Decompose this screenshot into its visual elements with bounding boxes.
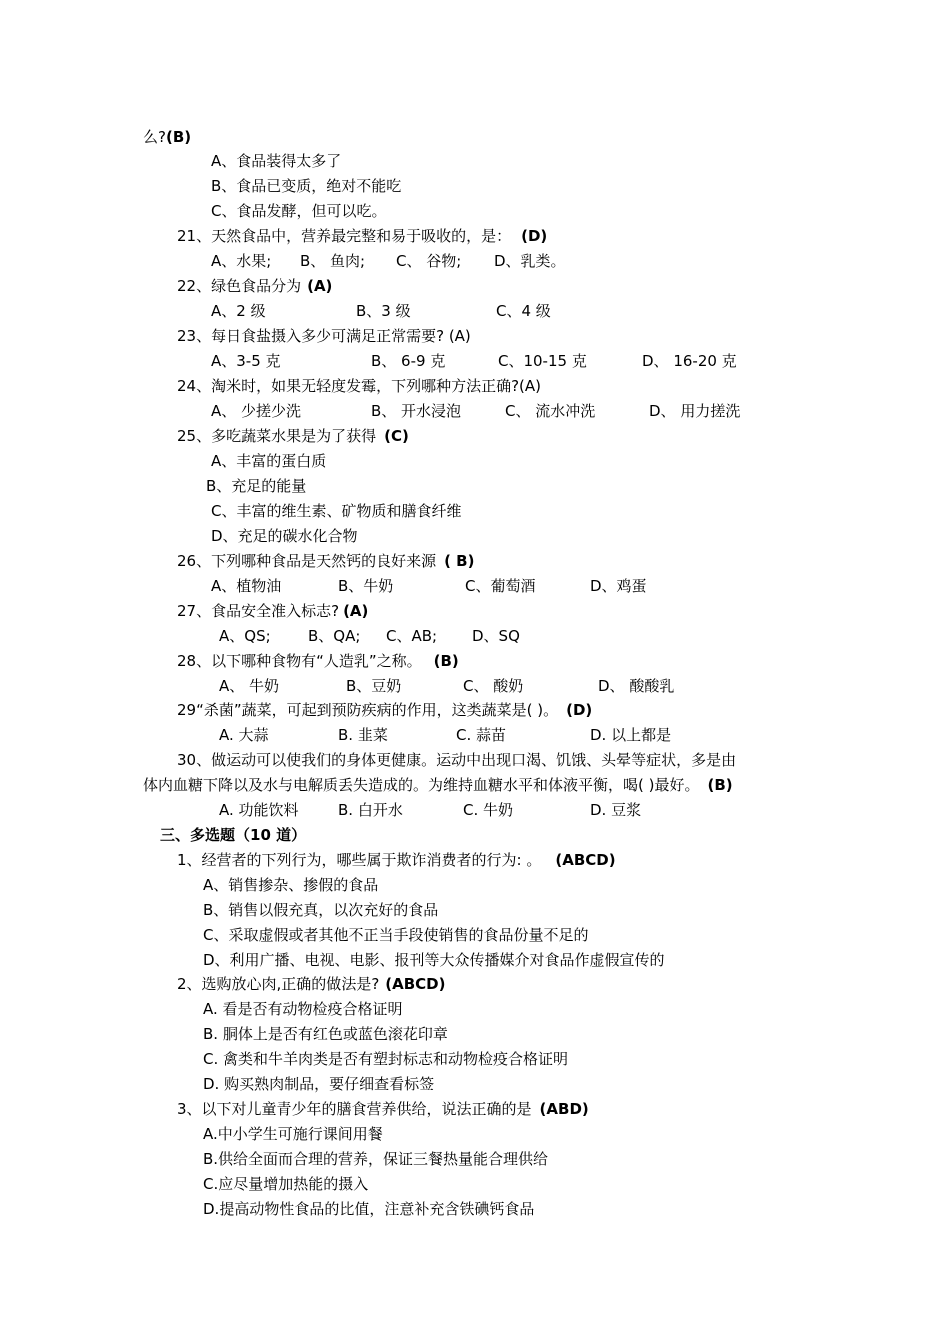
option-a: A、 牛奶 (219, 677, 280, 695)
option-c: C、采取虚假或者其他不正当手段使销售的食品份量不足的 (203, 926, 589, 944)
question-text: 3、以下对儿童青少年的膳食营养供给，说法正确的是 (177, 1100, 532, 1118)
multi-question-2 (177, 974, 446, 994)
option-c: C、4 级 (496, 302, 551, 320)
question-text: 21、天然食品中，营养最完整和易于吸收的，是： (177, 227, 512, 245)
question-30-line1: 30、做运动可以使我们的身体更健康。运动中出现口渴、饥饿、头晕等症状，多是由 (177, 751, 737, 769)
answer-key: (B) (165, 128, 192, 146)
option-a: A、QS; (219, 627, 271, 645)
option-d: D、充足的碳水化合物 (211, 527, 358, 545)
option-c: C.应尽量增加热能的摄入 (203, 1175, 369, 1193)
option-d: D、鸡蛋 (590, 577, 647, 595)
option-a: A、 少搓少洗 (211, 402, 302, 420)
question-text: 29“杀菌”蔬菜，可起到预防疾病的作用，这类蔬菜是( )。 (177, 701, 559, 719)
answer-key: (D) (521, 227, 548, 245)
question-25 (177, 426, 409, 446)
option-a: A. 功能饮料 (219, 801, 299, 819)
option-b: B、豆奶 (346, 677, 402, 695)
question-24: 24、淘米时，如果无轻度发霉，下列哪种方法正确?(A) (177, 377, 542, 395)
question-26 (177, 551, 474, 571)
option-a: A、水果; (211, 252, 272, 270)
question-text: 27、食品安全准入标志? (177, 602, 340, 620)
option-c: C. 禽类和牛羊肉类是否有塑封标志和动物检疫合格证明 (203, 1050, 569, 1068)
question-text: 22、绿色食品分为 (177, 277, 302, 295)
question-21 (177, 226, 547, 246)
answer-key: (B) (707, 776, 733, 794)
question-28 (177, 651, 459, 671)
option-d: D. 豆浆 (590, 801, 642, 819)
option-d: D. 购买熟肉制品，要仔细查看标签 (203, 1075, 435, 1093)
option-b: B.供给全面而合理的营养，保证三餐热量能合理供给 (203, 1150, 549, 1168)
question-text: 26、下列哪种食品是天然钙的良好来源 (177, 552, 437, 570)
option-c: C、 谷物; (396, 252, 462, 270)
multi-question-3 (177, 1099, 589, 1119)
option-b: B. 白开水 (338, 801, 403, 819)
question-text: 1、经营者的下列行为，哪些属于欺诈消费者的行为: 。 (177, 851, 542, 869)
option-c: C. 蒜苗 (456, 726, 507, 744)
question-27 (177, 601, 368, 621)
option-d: D、 16-20 克 (642, 352, 737, 370)
option-d: D、 酸酸乳 (598, 677, 675, 695)
option-b: B、 鱼肉; (300, 252, 366, 270)
option-c: C、 流水冲洗 (505, 402, 596, 420)
answer-key: (D) (566, 701, 593, 719)
answer-key: (B) (433, 652, 459, 670)
option-d: D、乳类。 (494, 252, 566, 270)
question-30-line2 (143, 775, 733, 795)
option-b: B、牛奶 (338, 577, 394, 595)
option-b: B、 开水浸泡 (371, 402, 462, 420)
option-a: A.中小学生可施行课间用餐 (203, 1125, 383, 1143)
option-a: A、丰富的蛋白质 (211, 452, 327, 470)
option-b: B、3 级 (356, 302, 411, 320)
question-text: 体内血糖下降以及水与电解质丢失造成的。为维持血糖水平和体液平衡，喝( )最好。 (143, 776, 700, 794)
question-text: 么? (143, 128, 166, 146)
answer-key: (A) (343, 602, 369, 620)
option-b: B、QA; (308, 627, 361, 645)
question-20-tail (143, 127, 191, 147)
option-c: C. 牛奶 (463, 801, 514, 819)
option-b: B、 6-9 克 (371, 352, 446, 370)
question-29 (177, 700, 592, 720)
option-a: A、食品装得太多了 (211, 152, 342, 170)
option-c: C、葡萄酒 (465, 577, 536, 595)
option-b: B. 韭菜 (338, 726, 388, 744)
option-b: B、销售以假充真，以次充好的食品 (203, 901, 439, 919)
option-d: D.提高动物性食品的比值，注意补充含铁碘钙食品 (203, 1200, 535, 1218)
option-b: B、充足的能量 (206, 477, 307, 495)
section-heading: 三、多选题（10 道） (160, 826, 307, 844)
option-a: A. 看是否有动物检疫合格证明 (203, 1000, 403, 1018)
question-text: 2、选购放心肉,正确的做法是? (177, 975, 380, 993)
answer-key: (ABD) (539, 1100, 589, 1118)
question-text: 25、多吃蔬菜水果是为了获得 (177, 427, 377, 445)
option-d: D、 用力搓洗 (649, 402, 741, 420)
option-a: A. 大蒜 (219, 726, 269, 744)
option-d: D、SQ (472, 627, 520, 645)
question-text: 28、以下哪种食物有“人造乳”之称。 (177, 652, 422, 670)
answer-key: ( B) (444, 552, 475, 570)
option-a: A、2 级 (211, 302, 266, 320)
option-c: C、 酸奶 (463, 677, 524, 695)
answer-key: (ABCD) (555, 851, 616, 869)
answer-key: (A) (307, 277, 333, 295)
option-a: A、植物油 (211, 577, 282, 595)
answer-key: (ABCD) (385, 975, 446, 993)
option-c: C、10-15 克 (498, 352, 587, 370)
option-a: A、3-5 克 (211, 352, 281, 370)
multi-question-1 (177, 850, 616, 870)
option-c: C、丰富的维生素、矿物质和膳食纤维 (211, 502, 462, 520)
option-b: B、食品已变质，绝对不能吃 (211, 177, 402, 195)
option-c: C、AB; (386, 627, 438, 645)
answer-key: (C) (384, 427, 409, 445)
question-23: 23、每日食盐摄入多少可满足正常需要? (A) (177, 327, 471, 345)
option-d: D、利用广播、电视、电影、报刊等大众传播媒介对食品作虚假宣传的 (203, 951, 665, 969)
question-22 (177, 276, 332, 296)
option-b: B. 胴体上是否有红色或蓝色滚花印章 (203, 1025, 448, 1043)
option-a: A、销售掺杂、掺假的食品 (203, 876, 379, 894)
option-c: C、食品发酵，但可以吃。 (211, 202, 387, 220)
option-d: D. 以上都是 (590, 726, 672, 744)
